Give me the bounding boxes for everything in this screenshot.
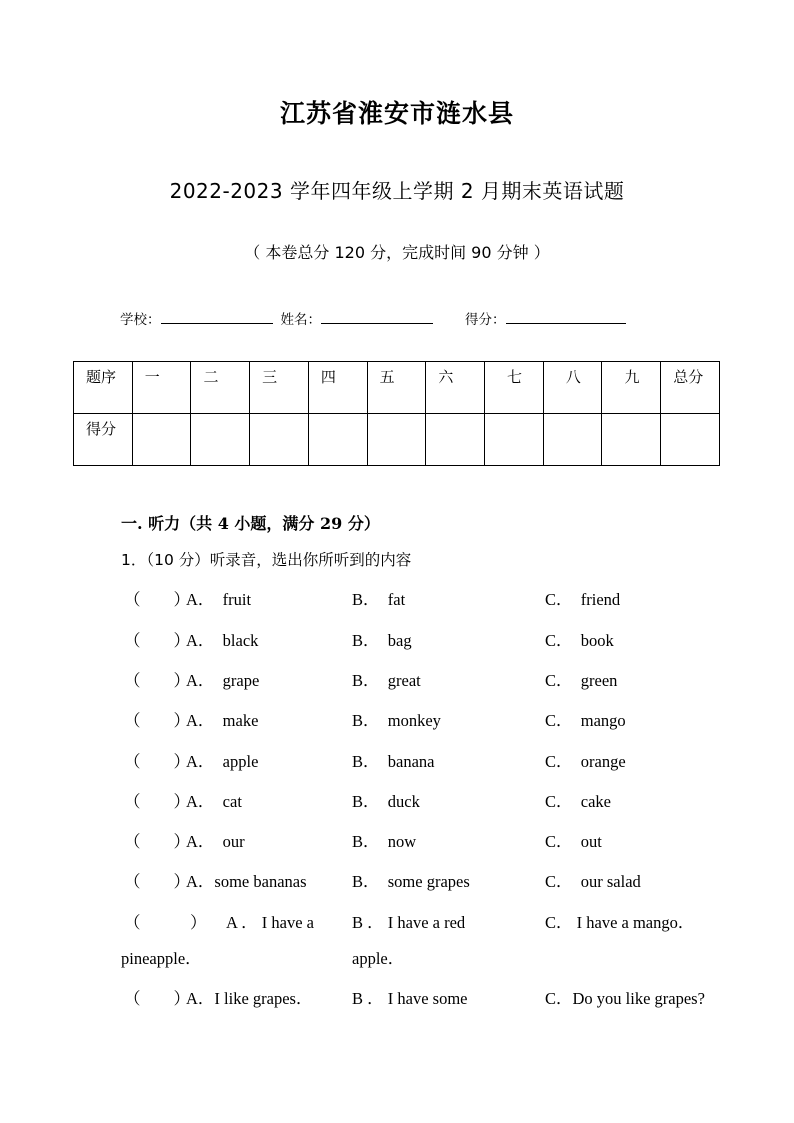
option-a: A． fruit — [186, 590, 252, 609]
option-a: A． cat — [186, 792, 242, 811]
score-entry-cell[interactable] — [661, 414, 720, 466]
score-table-cell: 七 — [485, 362, 544, 414]
option-c: C． cake — [545, 792, 611, 811]
score-entry-cell[interactable] — [250, 414, 309, 466]
option-b: B． bag — [352, 631, 412, 650]
option-b: B． some grapes — [352, 872, 470, 891]
score-label: 得分： — [465, 312, 506, 328]
answer-paren[interactable]: （ ） — [124, 590, 190, 609]
answer-paren[interactable]: （ ） — [124, 989, 190, 1008]
option-c: C． green — [545, 671, 618, 690]
name-field[interactable] — [321, 309, 433, 324]
option-b: B ． I have some — [352, 989, 468, 1008]
region-title: 江苏省淮安市涟水县 — [279, 99, 514, 128]
score-entry-cell[interactable] — [367, 414, 426, 466]
answer-item — [0, 707, 794, 731]
answer-item — [0, 788, 794, 812]
score-table — [73, 361, 720, 466]
score-table-cell: 二 — [191, 362, 250, 414]
option-b: B ． I have a red — [352, 913, 466, 932]
option-c: C． mango — [545, 711, 626, 730]
score-table-header-row — [74, 362, 720, 414]
score-table-cell: 五 — [367, 362, 426, 414]
score-table-cell: 得分 — [74, 414, 133, 466]
exam-note: （ 本卷总分 120 分，完成时间 90 分钟 ） — [244, 243, 550, 262]
answer-paren[interactable]: （ ） — [124, 711, 190, 730]
exam-title: 2022-2023 学年四年级上学期 2 月期末英语试题 — [169, 179, 625, 203]
option-a: A． our — [186, 832, 245, 851]
answer-paren[interactable]: （ ） — [124, 832, 190, 851]
school-field[interactable] — [161, 309, 273, 324]
score-entry-cell[interactable] — [132, 414, 191, 466]
score-entry-cell[interactable] — [543, 414, 602, 466]
answer-paren[interactable]: （ ） — [124, 872, 190, 891]
question-prompt: 1．（10 分）听录音，选出你所听到的内容 — [121, 551, 412, 569]
score-entry-cell[interactable] — [602, 414, 661, 466]
option-c: C． out — [545, 832, 602, 851]
option-a: A ． I have a — [226, 913, 314, 932]
score-table-cell: 四 — [308, 362, 367, 414]
option-c: C． our salad — [545, 872, 641, 891]
score-entry-cell[interactable] — [191, 414, 250, 466]
score-entry-cell[interactable] — [426, 414, 485, 466]
score-entry-cell[interactable] — [485, 414, 544, 466]
score-table-cell: 九 — [602, 362, 661, 414]
score-entry-cell[interactable] — [308, 414, 367, 466]
answer-paren[interactable]: （ ） — [124, 792, 190, 811]
answer-paren[interactable]: （ ） — [124, 671, 190, 690]
option-b: B． duck — [352, 792, 420, 811]
answer-item — [0, 586, 794, 610]
option-b: B． now — [352, 832, 417, 851]
score-table-score-row — [74, 414, 720, 466]
answer-item — [0, 748, 794, 772]
answer-item — [0, 828, 794, 852]
score-table-cell: 题序 — [74, 362, 133, 414]
answer-paren[interactable]: （ ） — [124, 752, 190, 771]
option-c: C． book — [545, 631, 614, 650]
student-info — [120, 308, 626, 328]
option-a-cont: pineapple． — [121, 949, 202, 968]
answer-item — [0, 627, 794, 651]
option-a: A． grape — [186, 671, 260, 690]
option-a: A．I like grapes． — [186, 989, 313, 1008]
answer-paren[interactable]: （ ） — [124, 913, 207, 932]
answer-item-continuation — [0, 945, 794, 969]
option-a: A． black — [186, 631, 259, 650]
score-table-cell: 八 — [543, 362, 602, 414]
option-c: C．Do you like grapes? — [545, 989, 705, 1008]
score-table-cell: 一 — [132, 362, 191, 414]
answer-item — [0, 667, 794, 691]
answer-item — [0, 985, 794, 1009]
option-a: A． make — [186, 711, 259, 730]
option-a: A．some bananas — [186, 872, 307, 891]
name-label: 姓名： — [280, 312, 321, 328]
option-a: A． apple — [186, 752, 259, 771]
score-field[interactable] — [506, 309, 626, 324]
option-b: B． fat — [352, 590, 406, 609]
option-b: B． banana — [352, 752, 435, 771]
option-b-cont: apple． — [352, 949, 405, 968]
option-b: B． monkey — [352, 711, 441, 730]
score-table-cell: 六 — [426, 362, 485, 414]
score-table-cell: 总分 — [661, 362, 720, 414]
answer-item — [0, 909, 794, 933]
option-b: B． great — [352, 671, 421, 690]
option-c: C． I have a mango． — [545, 913, 695, 932]
option-c: C． orange — [545, 752, 626, 771]
answer-item — [0, 868, 794, 892]
school-label: 学校： — [120, 312, 161, 328]
answer-paren[interactable]: （ ） — [124, 631, 190, 650]
option-c: C． friend — [545, 590, 621, 609]
section-heading: 一. 听力（共 4 小题，满分 29 分） — [121, 514, 380, 533]
score-table-cell: 三 — [250, 362, 309, 414]
